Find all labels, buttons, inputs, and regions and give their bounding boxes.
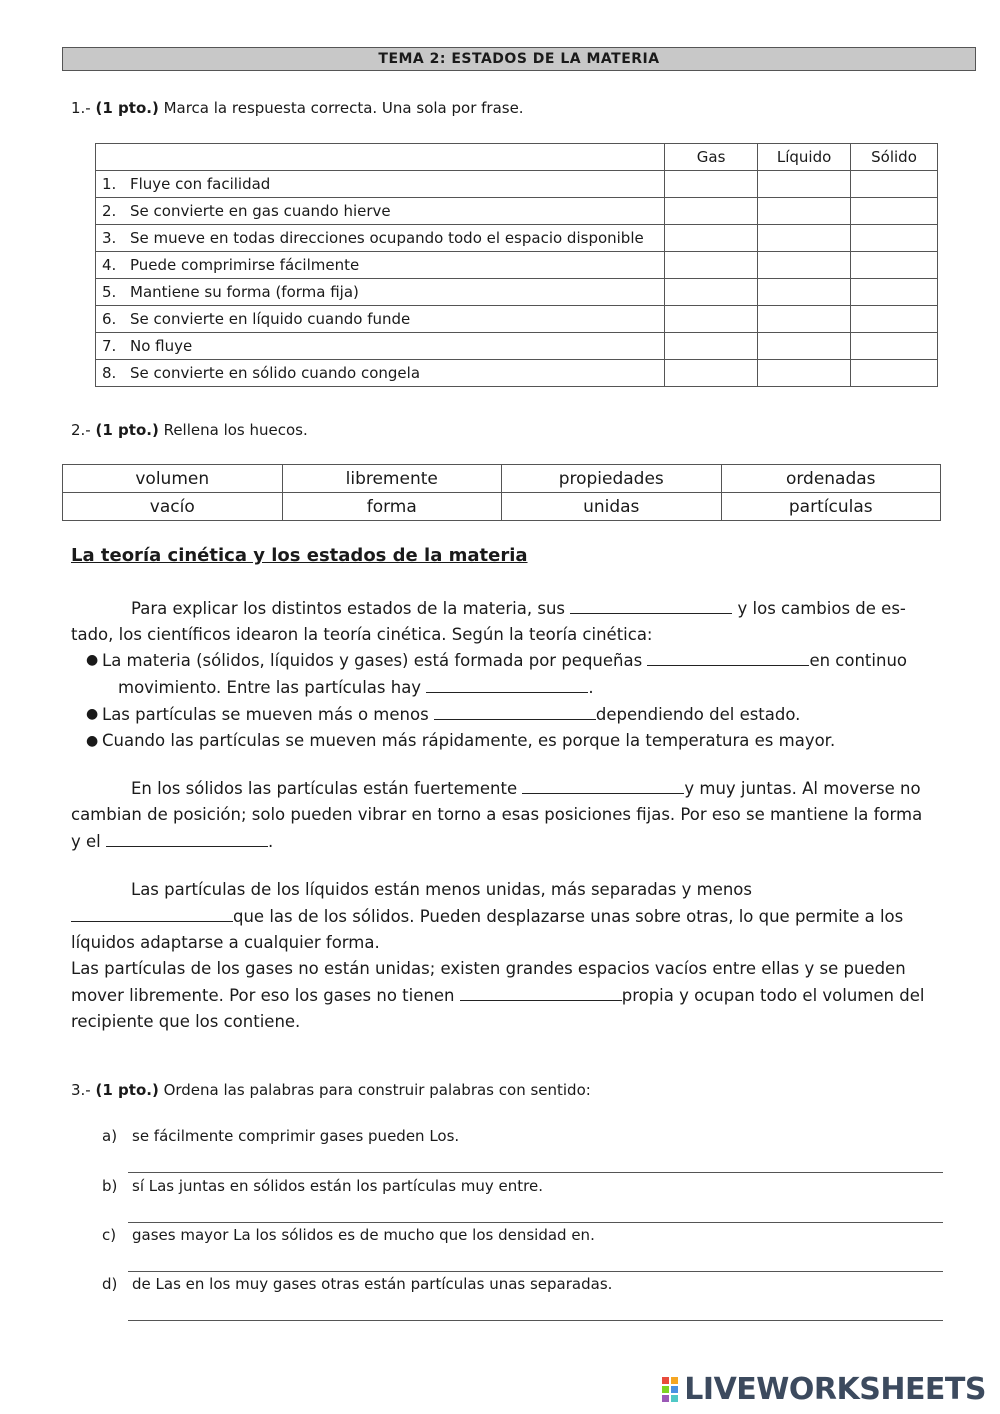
logo-square: [662, 1395, 669, 1402]
brand-name: LIVEWORKSHEETS: [684, 1372, 986, 1407]
paragraph-text: Cuando las partículas se mueven más rápidamente, es porque la temperatura es mayor.: [102, 731, 836, 750]
answer-cell-liquido[interactable]: [758, 360, 851, 387]
answer-cell-liquido[interactable]: [758, 198, 851, 225]
answer-line-c[interactable]: [128, 1271, 943, 1272]
fill-blank[interactable]: [426, 674, 588, 693]
answer-cell-gas[interactable]: [665, 306, 758, 333]
fill-blank[interactable]: [647, 647, 809, 666]
paragraph-text: dependiendo del estado.: [595, 705, 801, 724]
table-row: [96, 252, 938, 279]
answer-cell-gas[interactable]: [665, 252, 758, 279]
q3-item-text: sí Las juntas en sólidos están los partículas muy entre.: [132, 1177, 543, 1195]
answer-cell-liquido[interactable]: [758, 306, 851, 333]
question-3-points: (1 pto.): [95, 1081, 159, 1099]
list-item: [84, 728, 944, 754]
paragraph-text: Las partículas de los gases no están unidas; existen grandes espacios vacíos entre ellas y se pueden: [71, 959, 906, 978]
question-2-instruction: Rellena los huecos.: [163, 421, 308, 439]
q3-item-text: de Las en los muy gases otras están partículas unas separadas.: [132, 1275, 613, 1293]
liveworksheets-brand[interactable]: [662, 1372, 986, 1407]
statement-number: 5.: [102, 283, 117, 301]
q3-item-label: a): [102, 1127, 118, 1145]
list-item: [84, 647, 944, 701]
statement-number: 8.: [102, 364, 117, 382]
word-bank-row: [63, 493, 941, 521]
answer-cell-liquido[interactable]: [758, 333, 851, 360]
statement-number: 3.: [102, 229, 117, 247]
statement-text: Se convierte en líquido cuando funde: [130, 310, 411, 328]
paragraph-1: [71, 595, 946, 648]
word-bank-word[interactable]: partículas: [721, 493, 941, 521]
statement-number: 2.: [102, 202, 117, 220]
statement-text: Fluye con facilidad: [130, 175, 271, 193]
paragraph-text: Para explicar los distintos estados de la materia, sus: [131, 599, 566, 618]
statement-cell: [96, 306, 665, 333]
q3-item-label: c): [102, 1226, 117, 1244]
word-bank-word[interactable]: vacío: [63, 493, 283, 521]
paragraph-text: propia y ocupan todo el volumen del: [621, 986, 925, 1005]
table-row: [96, 198, 938, 225]
table-row: [96, 333, 938, 360]
paragraph-text: En los sólidos las partículas están fuertemente: [131, 779, 518, 798]
answer-cell-liquido[interactable]: [758, 171, 851, 198]
answer-cell-liquido[interactable]: [758, 225, 851, 252]
paragraph-2: [71, 775, 946, 855]
answer-cell-gas[interactable]: [665, 279, 758, 306]
paragraph-text: .: [268, 832, 274, 851]
statement-number: 7.: [102, 337, 117, 355]
word-bank-row: [63, 465, 941, 493]
answer-cell-solido[interactable]: [851, 333, 938, 360]
word-bank: [62, 464, 941, 521]
answer-line-a[interactable]: [128, 1172, 943, 1173]
question-2-heading: [71, 421, 308, 439]
statement-text: Puede comprimirse fácilmente: [130, 256, 360, 274]
question-1-heading: [71, 99, 524, 117]
fill-blank[interactable]: [106, 828, 268, 847]
fill-blank[interactable]: [570, 595, 732, 614]
table-header-row: [96, 144, 938, 171]
table-row: [96, 279, 938, 306]
word-bank-word[interactable]: unidas: [502, 493, 722, 521]
fill-blank[interactable]: [460, 982, 622, 1001]
statement-cell: [96, 333, 665, 360]
answer-cell-gas[interactable]: [665, 225, 758, 252]
answer-line-d[interactable]: [128, 1320, 943, 1321]
page-title: TEMA 2: ESTADOS DE LA MATERIA: [62, 47, 976, 71]
bullet-icon: ●: [86, 652, 99, 668]
bullet-list: [84, 647, 944, 754]
question-2-points: (1 pto.): [95, 421, 159, 439]
liveworksheets-logo-icon: [662, 1377, 678, 1402]
logo-square: [671, 1395, 678, 1402]
answer-cell-solido[interactable]: [851, 171, 938, 198]
question-1-points: (1 pto.): [95, 99, 159, 117]
statement-text: No fluye: [130, 337, 193, 355]
states-table: [95, 143, 938, 387]
paragraph-text: .: [588, 678, 594, 697]
word-bank-word[interactable]: propiedades: [502, 465, 722, 493]
header-solido: Sólido: [851, 144, 938, 171]
table-row: [96, 360, 938, 387]
statement-cell: [96, 279, 665, 306]
table-row: [96, 306, 938, 333]
answer-cell-solido[interactable]: [851, 360, 938, 387]
paragraph-text: y el: [71, 832, 101, 851]
statement-text: Se mueve en todas direcciones ocupando todo el espacio disponible: [130, 229, 644, 247]
table-row: [96, 171, 938, 198]
bullet-icon: ●: [86, 733, 99, 749]
answer-cell-gas[interactable]: [665, 198, 758, 225]
q3-item-c: [102, 1226, 595, 1244]
bullet-icon: ●: [86, 706, 99, 722]
paragraph-text: y muy juntas. Al moverse no: [684, 779, 921, 798]
q3-item-label: b): [102, 1177, 118, 1195]
paragraph-text: cambian de posición; solo pueden vibrar en torno a esas posiciones fijas. Por eso se mantiene la forma: [71, 805, 923, 824]
word-bank-word[interactable]: libremente: [282, 465, 502, 493]
paragraph-text: que las de los sólidos. Pueden desplazarse unas sobre otras, lo que permite a los: [233, 907, 904, 926]
paragraph-text: Las partículas de los líquidos están menos unidas, más separadas y menos: [131, 880, 752, 899]
paragraph-text: recipiente que los contiene.: [71, 1012, 301, 1031]
paragraph-text: Las partículas se mueven más o menos: [102, 705, 429, 724]
logo-square: [662, 1386, 669, 1393]
q3-item-d: [102, 1275, 612, 1293]
answer-cell-liquido[interactable]: [758, 279, 851, 306]
statement-number: 6.: [102, 310, 117, 328]
answer-cell-solido[interactable]: [851, 198, 938, 225]
statement-cell: [96, 252, 665, 279]
answer-cell-solido[interactable]: [851, 279, 938, 306]
word-bank-word[interactable]: volumen: [63, 465, 283, 493]
logo-square: [671, 1386, 678, 1393]
answer-cell-solido[interactable]: [851, 225, 938, 252]
table-row: [96, 225, 938, 252]
list-item: [84, 701, 944, 728]
statement-number: 1.: [102, 175, 117, 193]
header-liquido: Líquido: [758, 144, 851, 171]
question-1-instruction: Marca la respuesta correcta. Una sola por frase.: [163, 99, 524, 117]
question-1-number: 1.-: [71, 99, 91, 117]
statement-number: 4.: [102, 256, 117, 274]
question-2-number: 2.-: [71, 421, 91, 439]
answer-cell-solido[interactable]: [851, 252, 938, 279]
paragraph-text: en continuo: [809, 651, 907, 670]
q3-item-label: d): [102, 1275, 118, 1293]
question-3-heading: [71, 1081, 591, 1099]
question-3-instruction: Ordena las palabras para construir palabras con sentido:: [163, 1081, 591, 1099]
logo-square: [671, 1377, 678, 1384]
paragraph-3: [71, 877, 946, 1035]
paragraph-text: tado, los científicos idearon la teoría cinética. Según la teoría cinética:: [71, 625, 653, 644]
paragraph-text: La materia (sólidos, líquidos y gases) está formada por pequeñas: [102, 651, 643, 670]
word-bank-word[interactable]: forma: [282, 493, 502, 521]
answer-cell-gas[interactable]: [665, 333, 758, 360]
fill-blank[interactable]: [71, 903, 233, 922]
fill-blank[interactable]: [522, 775, 684, 794]
statement-cell: [96, 171, 665, 198]
paragraph-text: movimiento. Entre las partículas hay: [118, 678, 422, 697]
answer-line-b[interactable]: [128, 1222, 943, 1223]
answer-cell-solido[interactable]: [851, 306, 938, 333]
answer-cell-gas[interactable]: [665, 171, 758, 198]
statement-text: Se convierte en gas cuando hierve: [130, 202, 391, 220]
statement-cell: [96, 225, 665, 252]
logo-square: [662, 1377, 669, 1384]
answer-cell-liquido[interactable]: [758, 252, 851, 279]
header-gas: Gas: [665, 144, 758, 171]
paragraph-text: mover libremente. Por eso los gases no tienen: [71, 986, 455, 1005]
table-header-empty: [96, 144, 665, 171]
statement-text: Se convierte en sólido cuando congela: [130, 364, 421, 382]
fill-blank[interactable]: [434, 701, 596, 720]
q3-item-text: se fácilmente comprimir gases pueden Los.: [132, 1127, 460, 1145]
section-title: La teoría cinética y los estados de la materia: [71, 545, 528, 566]
q3-item-text: gases mayor La los sólidos es de mucho que los densidad en.: [132, 1226, 595, 1244]
paragraph-text: líquidos adaptarse a cualquier forma.: [71, 933, 380, 952]
q3-item-a: [102, 1127, 459, 1145]
statement-text: Mantiene su forma (forma fija): [130, 283, 359, 301]
question-3-number: 3.-: [71, 1081, 91, 1099]
statement-cell: [96, 360, 665, 387]
q3-item-b: [102, 1177, 543, 1195]
word-bank-word[interactable]: ordenadas: [721, 465, 941, 493]
statement-cell: [96, 198, 665, 225]
paragraph-text: y los cambios de es-: [737, 599, 906, 618]
answer-cell-gas[interactable]: [665, 360, 758, 387]
